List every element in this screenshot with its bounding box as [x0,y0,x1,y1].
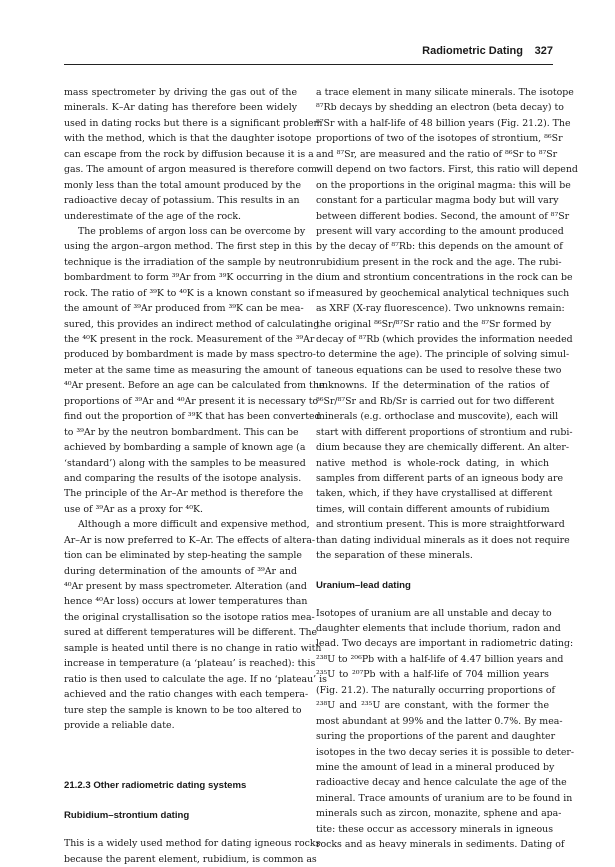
text-line: ratio is then used to calculate the age. If no ‘plateau’ is [64,673,327,685]
text-line: sured, this provides an indirect method of calculating [64,318,320,330]
paragraph [64,517,327,733]
text-line: rubidium present in the rock and the age. The rubi- [316,256,562,268]
text-line: can escape from the rock by diffusion because it is a [64,148,314,160]
left-column [64,85,327,867]
text-line: samples from different parts of an igneous body are [316,472,564,484]
text-line: dium because they are chemically different. An alter- [316,442,570,454]
paragraph [64,224,325,517]
text-line: Although a more difficult and expensive method, [78,519,310,531]
text-line: and strontium present. This is more straightforward [316,519,565,531]
text-line: native method is whole-rock dating, in which [316,457,549,469]
text-line: ture step the sample is known to be too altered to [64,704,302,716]
text-line: because the parent element, rubidium, is common as [64,853,317,865]
paragraph [316,606,575,853]
text-line: radioactive decay of potassium. This results in an [64,195,300,207]
text-line: decay of ⁸⁷Rb (which provides the information needed [316,334,573,345]
text-line: ⁸⁷Sr with a half-life of 48 billion years (Fig. 21.2). The [316,117,571,129]
text-line: sample is heated until there is no change in ratio with [64,642,322,654]
text-line: taneous equations can be used to resolve these two [316,364,562,376]
spacer [316,594,549,606]
right-column [316,85,578,853]
text-line: minerals. K–Ar dating has therefore been widely [64,102,297,114]
text-line: radioactive decay and hence calculate the age of the [316,777,567,789]
text-line: the original crystallisation so the isotope ratios mea- [64,611,315,623]
text-line: during determination of the amounts of ³⁹Ar and [64,565,297,577]
spacer [64,733,297,777]
paragraph [64,85,323,224]
text-line: a trace element in many silicate minerals. The isotope [316,87,574,98]
text-line: and ⁸⁷Sr, are measured and the ratio of ⁸⁶Sr to ⁸⁷Sr [316,148,558,160]
text-line: ²³⁵U to ²⁰⁷Pb with a half-life of 704 million years [316,669,549,681]
text-line: to determine the age). The principle of solving simul- [316,349,570,361]
text-line: meter at the same time as measuring the amount of [64,364,312,376]
text-line: as XRF (X-ray fluorescence). Two unknowns remain: [316,303,565,315]
text-line: proportions of ³⁹Ar and ⁴⁰Ar present it is necessary to [64,395,319,407]
header-rule [64,64,553,65]
text-line: The problems of argon loss can be overcome by [78,225,306,237]
text-line: isotopes in the two decay series it is possible to deter- [316,746,575,758]
text-line: ⁴⁰Ar present. Before an age can be calculated from the [64,380,325,392]
text-line: to ³⁹Ar by the neutron bombardment. This can be [64,426,299,438]
text-line: technique is the irradiation of the sample by neutron [64,256,316,268]
text-line: ⁸⁶Sr/⁸⁷Sr and Rb/Sr is carried out for two different [316,395,555,407]
text-line: constant for a particular magma body but will vary [316,195,559,207]
text-line: between different bodies. Second, the amount of ⁸⁷Sr [316,210,570,222]
spacer [64,824,297,836]
text-line: mine the amount of lead in a mineral produced by [316,761,555,773]
text-line: increase in temperature (a ‘plateau’ is reached): this [64,658,316,670]
text-line: This is a widely used method for dating igneous rocks [64,838,321,850]
text-line: tion can be eliminated by step-heating the sample [64,550,302,562]
text-line: suring the proportions of the parent and daughter [316,731,556,743]
text-line: taken, which, if they have crystallised at different [316,488,553,500]
text-line: ⁴⁰Ar present by mass spectrometer. Alteration (and [64,581,307,592]
text-line: ²³⁸U and ²³⁵U are constant, with the former the [316,700,549,712]
text-line: The principle of the Ar–Ar method is therefore the [64,488,304,500]
text-line: minerals such as zircon, monazite, sphene and apa- [316,808,562,820]
text-line: monly less than the total amount produced by the [64,179,302,191]
text-line: measured by geochemical analytical techniques such [316,287,570,299]
text-line: find out the proportion of ³⁹K that has been converted [64,411,321,423]
text-line: times, will contain different amounts of rubidium [316,503,550,515]
text-line: and comparing the results of the isotope analysis. [64,472,302,484]
paragraph [316,85,578,564]
section-heading: 21.2.3 Other radiometric dating systems [64,780,247,792]
text-line: start with different proportions of strontium and rubi- [316,426,573,438]
text-line: the ⁴⁰K present in the rock. Measurement of the ³⁹Ar [64,334,315,345]
spacer [316,564,549,577]
text-line: hence ⁴⁰Ar loss) occurs at lower temperatures than [64,596,308,608]
text-line: used in dating rocks but there is a significant problem [64,117,323,129]
text-line: mass spectrometer by driving the gas out of the [64,87,297,98]
text-line: minerals (e.g. orthoclase and muscovite), each will [316,411,559,423]
text-line: than dating individual minerals as it does not require [316,534,570,546]
text-line: bombardment to form ³⁹Ar from ³⁹K occurring in the [64,272,313,284]
text-line: produced by bombardment is made by mass spectro- [64,349,316,361]
text-line: use of ³⁹Ar as a proxy for ⁴⁰K. [64,503,203,515]
text-line: rock. The ratio of ³⁹K to ⁴⁰K is a known constant so if [64,287,315,299]
paragraph [64,836,321,867]
text-line: using the argon–argon method. The first step in this [64,241,313,253]
text-line: dium and strontium concentrations in the rock can be [316,272,573,284]
text-line: will depend on two factors. First, this ratio will depend [316,164,578,176]
text-line: ⁸⁷Rb decays by shedding an electron (beta decay) to [316,102,564,114]
text-line: provide a reliable date. [64,719,175,731]
text-line: on the proportions in the original magma: this will be [316,179,571,191]
text-line: the amount of ³⁹Ar produced from ³⁹K can be mea- [64,303,304,315]
text-line: daughter elements that include thorium, radon and [316,623,561,634]
subheading: Uranium–lead dating [316,579,411,591]
text-line: unknowns. If the determination of the ratios of [316,380,549,392]
text-line: rocks and as heavy minerals in sediments. Dating of [316,839,565,851]
text-line: mineral. Trace amounts of uranium are to be found in [316,792,573,804]
text-line: ²³⁸U to ²⁰⁶Pb with a half-life of 4.47 billion years and [316,653,564,665]
text-line: the separation of these minerals. [316,550,473,562]
text-line: gas. The amount of argon measured is therefore com- [64,164,321,176]
subheading: Rubidium–strontium dating [64,810,190,822]
text-line: by the decay of ⁸⁷Rb: this depends on the amount of [316,241,563,253]
text-line: achieved by bombarding a sample of known age (a [64,442,306,454]
text-line: (Fig. 21.2). The naturally occurring proportions of [316,684,555,696]
text-line: present will vary according to the amount produced [316,225,564,237]
text-line: tite: these occur as accessory minerals in igneous [316,823,554,835]
text-line: most abundant at 99% and the latter 0.7%. By mea- [316,715,563,727]
running-header-title: Radiometric Dating [422,45,523,57]
text-line: Ar–Ar is now preferred to K–Ar. The effects of altera- [64,534,316,546]
text-line: achieved and the ratio changes with each tempera- [64,689,309,701]
spacer [64,794,297,807]
text-line: Isotopes of uranium are all unstable and decay to [316,607,552,619]
text-line: with the method, which is that the daughter isotope [64,133,312,145]
text-line: sured at different temperatures will be different. The [64,627,318,639]
text-line: proportions of two of the isotopes of strontium, ⁸⁶Sr [316,133,563,145]
text-line: the original ⁸⁶Sr/⁸⁷Sr ratio and the ⁸⁷Sr formed by [316,318,552,330]
page-number: 327 [534,45,553,57]
text-line: lead. Two decays are important in radiometric dating: [316,638,574,650]
text-line: underestimate of the age of the rock. [64,210,242,222]
text-line: ‘standard’) along with the samples to be measured [64,457,306,469]
